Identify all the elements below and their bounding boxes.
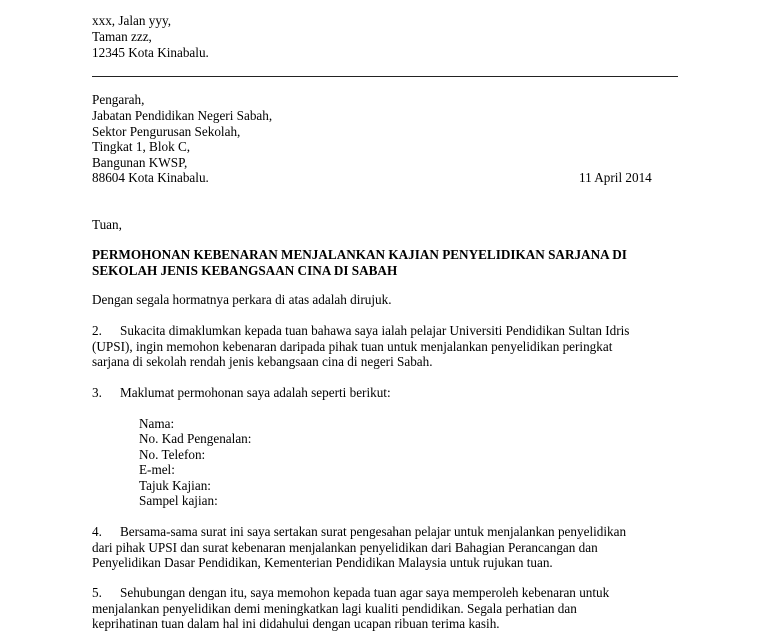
field-tajuk-kajian: Tajuk Kajian: (139, 478, 211, 493)
subject-line1: PERMOHONAN KEBENARAN MENJALANKAN KAJIAN PENYELIDIKAN SARJANA DI (92, 247, 627, 262)
field-emel: E-mel: (139, 462, 175, 477)
para4-line1 (92, 524, 626, 540)
para4-number: 4. (92, 524, 102, 539)
para5-line1 (92, 585, 609, 601)
para4-line3: Penyelidikan Dasar Pendidikan, Kementerian Pendidikan Malaysia untuk rujukan tuan. (92, 555, 553, 570)
sender-address-line1: xxx, Jalan yyy, (92, 13, 171, 28)
field-telefon: No. Telefon: (139, 447, 206, 462)
header-divider (92, 76, 678, 77)
para3-number: 3. (92, 385, 102, 400)
salutation: Tuan, (92, 217, 122, 232)
para2-line1 (92, 323, 629, 339)
para4-line2: dari pihak UPSI dan surat kebenaran menjalankan penyelidikan dari Bahagian Perancangan dan (92, 540, 598, 555)
intro-paragraph: Dengan segala hormatnya perkara di atas adalah dirujuk. (92, 292, 392, 307)
field-kad-pengenalan: No. Kad Pengenalan: (139, 431, 252, 446)
recipient-line2: Jabatan Pendidikan Negeri Sabah, (92, 108, 273, 123)
para2-number: 2. (92, 323, 102, 338)
para4-text-line1: Bersama-sama surat ini saya sertakan surat pengesahan pelajar untuk menjalankan penyelidikan (120, 524, 627, 539)
recipient-line4: Tingkat 1, Blok C, (92, 139, 191, 154)
recipient-line1: Pengarah, (92, 92, 145, 107)
sender-address-line3: 12345 Kota Kinabalu. (92, 45, 209, 60)
para3-text-line1: Maklumat permohonan saya adalah seperti berikut: (120, 385, 391, 400)
field-nama: Nama: (139, 416, 175, 431)
letter-date: 11 April 2014 (579, 170, 652, 185)
para5-text-line1: Sehubungan dengan itu, saya memohon kepada tuan agar saya memperoleh kebenaran untuk (120, 585, 610, 600)
para5-line2: menjalankan penyelidikan demi meningkatkan lagi kualiti pendidikan. Segala perhatian dan (92, 601, 577, 616)
para5-line3: keprihatinan tuan dalam hal ini didahului dengan ucapan ribuan terima kasih. (92, 616, 500, 631)
field-sampel-kajian: Sampel kajian: (139, 493, 218, 508)
para2-line2: (UPSI), ingin memohon kebenaran daripada pihak tuan untuk menjalankan penyelidikan peringkat (92, 339, 613, 354)
recipient-line3: Sektor Pengurusan Sekolah, (92, 124, 241, 139)
para2-text-line1: Sukacita dimaklumkan kepada tuan bahawa saya ialah pelajar Universiti Pendidikan Sultan Idris (120, 323, 630, 338)
para5-number: 5. (92, 585, 102, 600)
recipient-line5: Bangunan KWSP, (92, 155, 188, 170)
para2-line3: sarjana di sekolah rendah jenis kebangsaan cina di negeri Sabah. (92, 354, 433, 369)
recipient-line6: 88604 Kota Kinabalu. (92, 170, 209, 185)
subject-line2: SEKOLAH JENIS KEBANGSAAN CINA DI SABAH (92, 263, 398, 278)
sender-address-line2: Taman zzz, (92, 29, 152, 44)
para3-line1 (92, 385, 391, 401)
